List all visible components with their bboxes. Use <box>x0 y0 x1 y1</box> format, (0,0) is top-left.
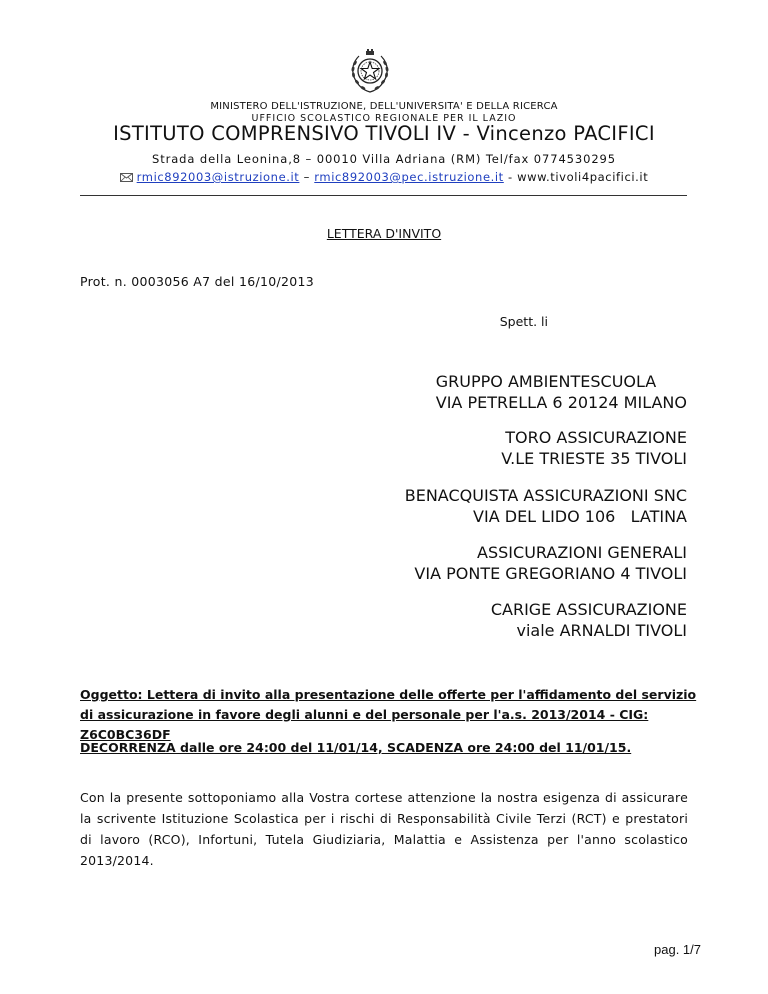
italian-republic-emblem-icon <box>345 47 395 97</box>
school-name: ISTITUTO COMPRENSIVO TIVOLI IV - Vincenzo PACIFICI <box>113 122 655 145</box>
cig-code: Z6C0BC36DF <box>80 727 171 742</box>
contact-line <box>0 170 768 184</box>
recipient <box>414 542 687 584</box>
recipient-address: VIA PETRELLA 6 20124 MILANO <box>435 393 687 412</box>
ministry-name: MINISTERO DELL'ISTRUZIONE, DELL'UNIVERSITA' E DELLA RICERCA <box>210 101 558 112</box>
header-divider <box>80 195 687 196</box>
regional-office: UFFICIO SCOLASTICO REGIONALE PER IL LAZIO <box>251 113 517 124</box>
coverage-period: DECORRENZA dalle ore 24:00 del 11/01/14, SCADENZA ore 24:00 del 11/01/15. <box>80 740 632 755</box>
protocol-number: Prot. n. 0003056 A7 del 16/10/2013 <box>80 274 314 289</box>
envelope-icon <box>120 173 133 182</box>
separator: - <box>503 170 518 184</box>
recipient-address: V.LE TRIESTE 35 TIVOLI <box>501 449 687 468</box>
page-number: pag. 1/7 <box>654 942 701 957</box>
school-address: Strada della Leonina,8 – 00010 Villa Adriana (RM) Tel/fax 0774530295 <box>152 152 616 166</box>
salutation: Spett. li <box>499 314 548 329</box>
separator: – <box>299 170 315 184</box>
recipient-address: VIA DEL LIDO 106 LATINA <box>473 507 687 526</box>
recipient-name: BENACQUISTA ASSICURAZIONI SNC <box>404 486 687 505</box>
recipient-name: ASSICURAZIONI GENERALI <box>477 543 687 562</box>
letter-title: LETTERA D'INVITO <box>326 226 442 241</box>
recipient <box>501 427 687 469</box>
recipient-name: CARIGE ASSICURAZIONE <box>490 600 687 619</box>
subject-line <box>80 685 700 745</box>
recipient-name: TORO ASSICURAZIONE <box>505 428 687 447</box>
website-link[interactable]: www.tivoli4pacifici.it <box>517 170 649 184</box>
recipient <box>436 371 687 413</box>
body-paragraph: Con la presente sottoponiamo alla Vostra cortese attenzione la nostra esigenza di assicurare la scrivente Istituzione Scolastica per i rischi di Responsabilità Civile Terzi (RCT) e prestatori di lavoro (RCO), Infortuni, Tutela Giudiziaria, Malattia e Assistenza per l'anno scolastico 2013/2014. <box>80 790 688 868</box>
subject-text: Oggetto: Lettera di invito alla presentazione delle offerte per l'affidamento del servizio di assicurazione in favore degli alunni e del personale per l'a.s. 2013/2014 - CIG: <box>80 687 697 722</box>
recipient-name: GRUPPO AMBIENTESCUOLA <box>435 372 657 391</box>
pec-email-link[interactable]: rmic892003@pec.istruzione.it <box>314 170 504 184</box>
recipient <box>405 485 687 527</box>
recipient-address: viale ARNALDI TIVOLI <box>516 621 687 640</box>
email-link[interactable]: rmic892003@istruzione.it <box>136 170 300 184</box>
recipient <box>491 599 687 641</box>
recipient-address: VIA PONTE GREGORIANO 4 TIVOLI <box>414 564 687 583</box>
